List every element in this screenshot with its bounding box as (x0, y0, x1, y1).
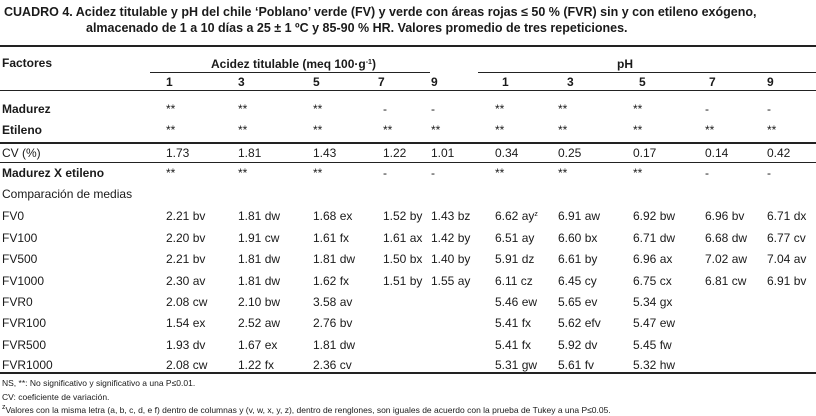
table-cell: 7.02 aw (705, 252, 748, 266)
table-cell: 1.81 dw (238, 209, 281, 223)
table-cell: - (431, 102, 435, 116)
table-cell: - (431, 166, 435, 180)
cv-bottom-rule (0, 162, 816, 163)
table-cell: 1.51 by (383, 274, 423, 288)
note-significance: NS, **: No significativo y significativo a una P≤0.01. (2, 378, 196, 388)
table-cell: ** (558, 123, 568, 137)
row-label: FV500 (2, 252, 38, 266)
table-cell: 5.45 fw (633, 338, 672, 352)
table-cell: 0.34 (495, 146, 519, 160)
note-cv: CV: coeficiente de variación. (2, 392, 110, 402)
table-cell: 1.91 cw (238, 231, 280, 245)
table-cell: 5.41 fx (495, 316, 532, 330)
table-cell: 2.08 cw (166, 295, 208, 309)
table-cell: 2.52 aw (238, 316, 281, 330)
table-cell: ** (313, 102, 323, 116)
table-cell: 1.43 bz (431, 209, 471, 223)
table-cell: 6.71 dw (633, 231, 676, 245)
table-cell: 6.62 $ay^z$ (495, 209, 538, 223)
day-header-ph-7: 7 (709, 75, 716, 89)
caption-line1: Acidez titulable y pH del chile ‘Poblano’ verde (FV) y verde con áreas rojas ≤ 50 % (FVR) sin y con etileno exógeno, (75, 5, 757, 19)
header-acidez: Acidez titulable (meq $100\cdot g^{-1}$) (211, 57, 376, 71)
table-cell: 5.46 ew (495, 295, 538, 309)
table-cell: 1.81 (238, 146, 262, 160)
day-header-ph-3: 3 (567, 75, 574, 89)
day-header-ph-9: 9 (767, 75, 774, 89)
table-cell: ** (633, 123, 643, 137)
row-label: Comparación de medias (2, 187, 133, 201)
table-cell: 1.22 fx (238, 358, 275, 372)
table-cell: 0.42 (767, 146, 791, 160)
table-cell: 7.04 av (767, 252, 807, 266)
table-cell: 6.51 ay (495, 231, 535, 245)
table-cell: 5.47 ew (633, 316, 676, 330)
row-label: FVR0 (2, 295, 33, 309)
table-cell: 5.62 efv (558, 316, 601, 330)
table-cell: 1.62 fx (313, 274, 350, 288)
caption-lead: CUADRO 4. (4, 5, 73, 19)
table-cell: ** (313, 123, 323, 137)
acidez-subrule (150, 72, 430, 73)
row-label: Madurez X etileno (2, 166, 105, 180)
table-cell: 1.68 ex (313, 209, 353, 223)
top-rule (0, 45, 816, 47)
table-cell: 2.36 cv (313, 358, 352, 372)
table-cell: 1.61 fx (313, 231, 350, 245)
table-cell: 6.60 bx (558, 231, 598, 245)
table-cell: 6.81 cw (705, 274, 747, 288)
table-cell: 1.22 (383, 146, 407, 160)
header-rule (0, 90, 816, 91)
table-cell: ** (767, 123, 777, 137)
day-header-acidez-5: 5 (313, 75, 320, 89)
day-header-acidez-3: 3 (238, 75, 245, 89)
table-cell: 2.10 bw (238, 295, 281, 309)
table-cell: - (383, 102, 387, 116)
table-cell: ** (313, 166, 323, 180)
row-label: Madurez (2, 102, 51, 116)
row-label: FVR1000 (2, 358, 53, 372)
table-cell: ** (431, 123, 441, 137)
row-label: FVR500 (2, 338, 47, 352)
table-cell: ** (166, 123, 176, 137)
table-cell: 1.93 dv (166, 338, 206, 352)
table-cell: 6.91 bv (767, 274, 807, 288)
table-cell: ** (633, 166, 643, 180)
header-factores: Factores (2, 56, 53, 70)
table-cell: 1.73 (166, 146, 190, 160)
row-label: FVR100 (2, 316, 47, 330)
day-header-acidez-9: 9 (431, 75, 438, 89)
table-cell: 2.20 bv (166, 231, 206, 245)
table-cell: 1.43 (313, 146, 337, 160)
table-cell: ** (633, 102, 643, 116)
table-cell: 2.76 bv (313, 316, 353, 330)
table-cell: 6.68 dw (705, 231, 748, 245)
row-label: CV (%) (2, 146, 41, 160)
table-cell: ** (166, 166, 176, 180)
row-label: FV1000 (2, 274, 45, 288)
table-cell: ** (238, 166, 248, 180)
cv-top-rule (0, 142, 816, 144)
table-cell: ** (495, 166, 505, 180)
table-cell: 1.54 ex (166, 316, 206, 330)
table-cell: 1.81 dw (238, 252, 281, 266)
day-header-ph-5: 5 (639, 75, 646, 89)
table-cell: 1.81 dw (313, 338, 356, 352)
row-label: Etileno (2, 123, 43, 137)
table-cell: 2.08 cw (166, 358, 208, 372)
table-cell: 5.31 gw (495, 358, 538, 372)
caption-line2: almacenado de 1 a 10 días a 25 ± 1 ºC y 85-90 % HR. Valores promedio de tres repeticiones. (86, 21, 628, 35)
table-cell: 6.96 ax (633, 252, 673, 266)
table-cell: 3.58 av (313, 295, 353, 309)
table-cell: 1.81 dw (238, 274, 281, 288)
table-cell: 1.50 bx (383, 252, 423, 266)
table-cell: ** (495, 102, 505, 116)
table-cell: 6.71 dx (767, 209, 807, 223)
table-cell: 1.40 by (431, 252, 471, 266)
table-cell: - (767, 102, 771, 116)
table-cell: 1.81 dw (313, 252, 356, 266)
table-caption (4, 4, 812, 36)
table-cell: 0.14 (705, 146, 729, 160)
table-cell: - (767, 166, 771, 180)
table-cell: ** (166, 102, 176, 116)
table-cell: 1.55 ay (431, 274, 471, 288)
table-cell: 6.92 bw (633, 209, 676, 223)
row-label: FV100 (2, 231, 38, 245)
note-tukey: $^z$Valores con la misma letra (a, b, c, d, e f) dentro de columnas y (v, w, x, y, z), dentro de renglones, son iguales de acuerdo con la prueba de Tukey a una P≤0.05. (2, 404, 611, 415)
table-cell: 1.01 (431, 146, 455, 160)
table-cell: 5.65 ev (558, 295, 598, 309)
table-cell: 6.77 cv (767, 231, 806, 245)
table-cell: ** (558, 102, 568, 116)
table-cell: 6.91 aw (558, 209, 601, 223)
table-cell: 5.41 fx (495, 338, 532, 352)
table-cell: ** (238, 123, 248, 137)
day-header-ph-1: 1 (502, 75, 509, 89)
table-cell: 6.61 by (558, 252, 598, 266)
row-label: FV0 (2, 209, 25, 223)
table-cell: 5.34 gx (633, 295, 673, 309)
table-cell: 5.32 hw (633, 358, 676, 372)
table-cell: 5.91 dz (495, 252, 535, 266)
table-cell: ** (705, 123, 715, 137)
table-cell: ** (495, 123, 505, 137)
table-cell: 0.25 (558, 146, 582, 160)
table-cell: 5.92 dv (558, 338, 598, 352)
table-cell: 2.21 bv (166, 209, 206, 223)
table-cell: - (705, 166, 709, 180)
table-cell: 6.45 cy (558, 274, 597, 288)
table-cell: 6.11 cz (495, 274, 533, 288)
day-header-acidez-7: 7 (378, 75, 385, 89)
table-cell: 6.75 cx (633, 274, 672, 288)
table-cell: - (383, 166, 387, 180)
table-cell: 1.52 by (383, 209, 423, 223)
ph-subrule (478, 72, 816, 73)
table-cell: 2.21 bv (166, 252, 206, 266)
table-cell: 5.61 fv (558, 358, 595, 372)
table-cell: 1.67 ex (238, 338, 278, 352)
table-cell: 1.61 ax (383, 231, 423, 245)
header-ph: pH (617, 57, 633, 71)
table-cell: 6.96 bv (705, 209, 745, 223)
bottom-rule (0, 372, 816, 374)
table-cell: ** (238, 102, 248, 116)
table-cell: ** (383, 123, 393, 137)
table-cell: 2.30 av (166, 274, 206, 288)
table-cell: - (705, 102, 709, 116)
day-header-acidez-1: 1 (166, 75, 173, 89)
table-cell: ** (558, 166, 568, 180)
table-cell: 1.42 by (431, 231, 471, 245)
table-cell: 0.17 (633, 146, 657, 160)
